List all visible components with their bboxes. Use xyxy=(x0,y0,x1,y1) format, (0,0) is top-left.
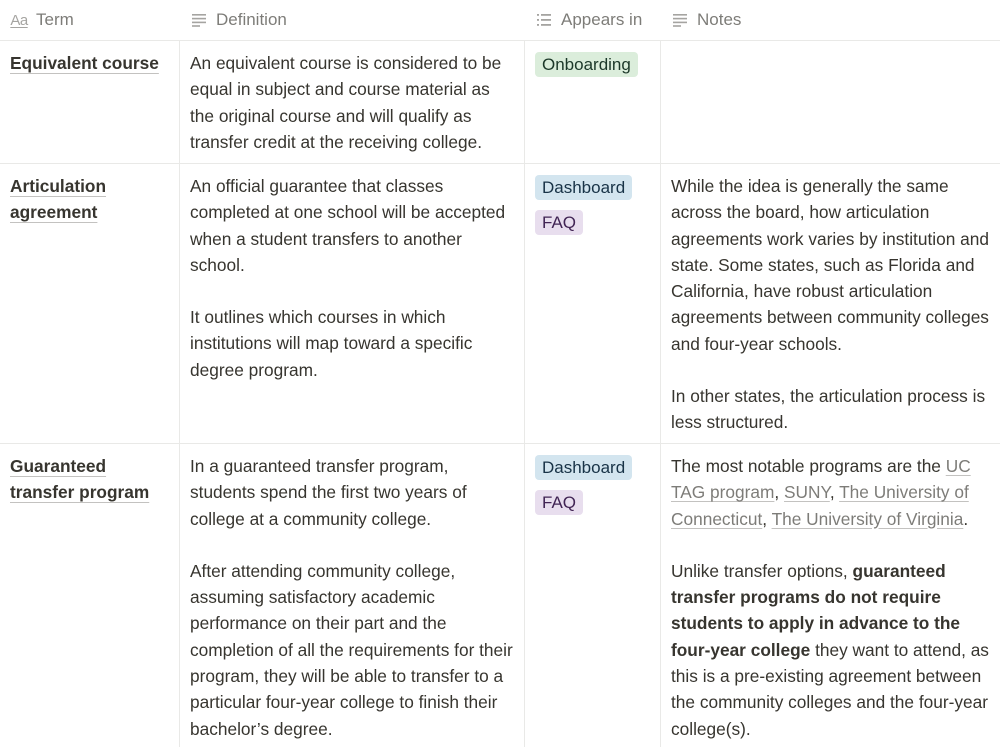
link-university-of-connecticut[interactable]: The University of Connecticut xyxy=(671,482,969,529)
appears-in-cell[interactable] xyxy=(525,444,661,747)
tag-onboarding[interactable]: Onboarding xyxy=(535,52,638,77)
notes-paragraph: While the idea is generally the same across the board, how articulation agreements work varies by institution and state. Some states, such as Florida and California, have robust articulation agreements between community colleges and four-year schools. xyxy=(671,176,989,354)
column-header-term[interactable] xyxy=(0,0,180,40)
definition-paragraph: An official guarantee that classes completed at one school will be accepted when a student transfers to another school. xyxy=(190,176,506,275)
multi-select-property-icon xyxy=(535,11,553,29)
term-cell[interactable] xyxy=(0,444,180,747)
definition-paragraph: An equivalent course is considered to be equal in subject and course material as the original course and will qualify as transfer credit at the receiving college. xyxy=(190,53,502,152)
table-row[interactable] xyxy=(0,41,1000,164)
table-header xyxy=(0,0,1000,41)
term-title[interactable]: Guaranteed transfer program xyxy=(10,456,150,503)
column-header-label: Notes xyxy=(697,10,742,29)
notes-text: they want to attend, as this is a pre-existing agreement between the community colleges and the four-year college(s). xyxy=(671,639,989,739)
definition-paragraph: In a guaranteed transfer program, students spend the first two years of college at a community college. xyxy=(190,456,467,529)
term-title[interactable]: Articulation agreement xyxy=(10,176,107,223)
column-header-label: Appears in xyxy=(561,10,643,29)
term-title[interactable]: Equivalent course xyxy=(10,53,159,73)
table-row[interactable] xyxy=(0,164,1000,444)
column-header-label: Term xyxy=(36,10,74,29)
notes-text: Unlike transfer options, xyxy=(671,560,853,581)
appears-in-cell[interactable] xyxy=(525,164,661,443)
definition-cell[interactable] xyxy=(180,41,525,163)
definition-paragraph: It outlines which courses in which institutions will map toward a specific degree program. xyxy=(190,307,473,380)
column-header-notes[interactable] xyxy=(661,0,1000,40)
column-header-definition[interactable] xyxy=(180,0,525,40)
tag-faq[interactable]: FAQ xyxy=(535,210,583,235)
column-header-appears-in[interactable] xyxy=(525,0,661,40)
term-cell[interactable] xyxy=(0,164,180,443)
notes-paragraph xyxy=(671,453,990,532)
table-row[interactable] xyxy=(0,444,1000,747)
definition-cell[interactable] xyxy=(180,164,525,443)
notes-text: . xyxy=(963,508,969,529)
notes-cell[interactable] xyxy=(661,444,1000,747)
notes-cell[interactable] xyxy=(661,164,1000,443)
tag-dashboard[interactable]: Dashboard xyxy=(535,455,632,480)
text-property-icon xyxy=(190,11,208,29)
term-cell[interactable] xyxy=(0,41,180,163)
column-header-label: Definition xyxy=(216,10,287,29)
link-uc-tag-program[interactable]: UC TAG program xyxy=(671,456,971,503)
link-suny[interactable]: SUNY xyxy=(784,482,830,503)
definition-paragraph: After attending community college, assuming satisfactory academic performance on their part and the completion of all the requirements for their program, they will be able to transfer to a particular four-year college to finish their bachelor’s degree. xyxy=(190,560,513,739)
notes-text: , xyxy=(774,482,785,503)
definition-cell[interactable] xyxy=(180,444,525,747)
link-university-of-virginia[interactable]: The University of Virginia xyxy=(771,508,964,529)
notes-cell[interactable] xyxy=(661,41,1000,163)
tag-dashboard[interactable]: Dashboard xyxy=(535,175,632,200)
title-property-icon: Aa xyxy=(10,11,28,29)
text-property-icon xyxy=(671,11,689,29)
notes-bold-text: guaranteed transfer programs do not require students to apply in advance to the four-year college xyxy=(671,560,961,660)
tag-faq[interactable]: FAQ xyxy=(535,490,583,515)
notes-paragraph: In other states, the articulation process is less structured. xyxy=(671,386,986,433)
appears-in-cell[interactable] xyxy=(525,41,661,163)
notes-text: The most notable programs are the xyxy=(671,456,946,476)
notes-text: , xyxy=(762,508,772,529)
notes-text: , xyxy=(829,482,840,503)
notes-paragraph xyxy=(671,558,990,742)
